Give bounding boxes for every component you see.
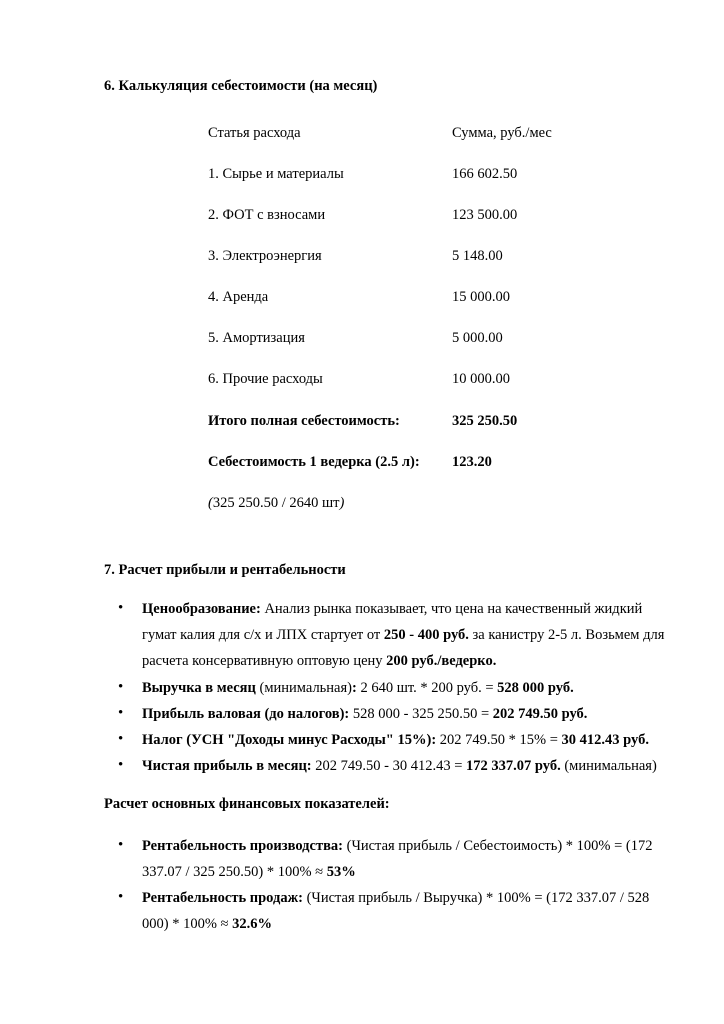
bullet-icon: • [118, 731, 124, 747]
table-row-item: 2. ФОТ с взносами [208, 207, 326, 223]
pricing-text: Анализ рынка показывает, что цена на качественный жидкий [260, 601, 643, 617]
unit-cost-note [208, 495, 344, 512]
table-row-amount: 15 000.00 [452, 289, 510, 305]
net-label: Чистая прибыль в месяц: [142, 758, 312, 774]
table-row-item: 1. Сырье и материалы [208, 166, 344, 182]
list-item-pricing [142, 596, 682, 674]
production-formula: 337.07 / 325 250.50) * 100% ≈ [142, 864, 327, 880]
bullet-icon: • [118, 837, 124, 853]
table-row-amount: 5 148.00 [452, 248, 503, 264]
net-formula: 202 749.50 - 30 412.43 = [311, 758, 467, 774]
section-6-heading: 6. Калькуляция себестоимости (на месяц) [104, 78, 378, 94]
table-row-amount: 5 000.00 [452, 330, 503, 346]
table-row-amount: 123 500.00 [452, 207, 518, 223]
table-row-item: 4. Аренда [208, 289, 269, 305]
note-text: 325 250.50 / 2640 шт [212, 495, 340, 511]
list-item-revenue [142, 675, 682, 701]
note-open-paren: ( [208, 495, 213, 511]
pricing-text: гумат калия для с/х и ЛПХ стартует от [142, 627, 384, 643]
gross-label: Прибыль валовая (до налогов): [142, 706, 350, 722]
table-unit-cost-item: Себестоимость 1 ведерка (2.5 л): [208, 454, 420, 470]
production-value: 53% [326, 864, 356, 880]
table-row-item: 5. Амортизация [208, 330, 305, 346]
revenue-label: Выручка в месяц [142, 680, 256, 696]
revenue-qualifier: (минимальная) [255, 680, 352, 696]
revenue-value: 528 000 руб. [497, 680, 574, 696]
list-item-production-profitability [142, 833, 682, 885]
table-row-amount: 10 000.00 [452, 371, 510, 387]
table-total-amount: 325 250.50 [452, 413, 518, 429]
table-row-item: 6. Прочие расходы [208, 371, 323, 387]
sales-label: Рентабельность продаж: [142, 890, 303, 906]
pricing-range: 250 - 400 руб. [383, 627, 469, 643]
sales-formula: 000) * 100% ≈ [142, 916, 233, 932]
bullet-icon: • [118, 600, 124, 616]
revenue-colon: : [351, 680, 357, 696]
list-item-tax [142, 727, 682, 753]
note-close-paren: ) [339, 495, 345, 511]
production-formula: (Чистая прибыль / Себестоимость) * 100% = (172 [342, 838, 653, 854]
indicators-heading: Расчет основных финансовых показателей: [104, 796, 390, 812]
list-item-net-profit [142, 753, 682, 779]
sales-formula: (Чистая прибыль / Выручка) * 100% = (172 337.07 / 528 [302, 890, 650, 906]
pricing-label: Ценообразование: [142, 601, 261, 617]
gross-value: 202 749.50 руб. [492, 706, 588, 722]
list-item-sales-profitability [142, 885, 682, 937]
revenue-formula: 2 640 шт. * 200 руб. = [356, 680, 498, 696]
table-row-item: 3. Электроэнергия [208, 248, 322, 264]
gross-formula: 528 000 - 325 250.50 = [349, 706, 493, 722]
table-total-item: Итого полная себестоимость: [208, 413, 400, 429]
table-header-item: Статья расхода [208, 125, 301, 141]
table-unit-cost-amount: 123.20 [452, 454, 492, 470]
list-item-gross-profit [142, 701, 682, 727]
tax-value: 30 412.43 руб. [561, 732, 649, 748]
pricing-text: за канистру 2-5 л. Возьмем для [468, 627, 665, 643]
table-row-amount: 166 602.50 [452, 166, 518, 182]
bullet-icon: • [118, 705, 124, 721]
tax-formula: 202 749.50 * 15% = [436, 732, 562, 748]
pricing-text: расчета консервативную оптовую цену [142, 653, 387, 669]
pricing-price: 200 руб./ведерко. [386, 653, 497, 669]
table-header-amount: Сумма, руб./мес [452, 125, 552, 141]
bullet-icon: • [118, 889, 124, 905]
sales-value: 32.6% [232, 916, 272, 932]
bullet-icon: • [118, 757, 124, 773]
section-7-heading: 7. Расчет прибыли и рентабельности [104, 562, 346, 578]
bullet-icon: • [118, 679, 124, 695]
net-suffix: (минимальная) [560, 758, 657, 774]
net-value: 172 337.07 руб. [466, 758, 561, 774]
production-label: Рентабельность производства: [142, 838, 343, 854]
tax-label: Налог (УСН "Доходы минус Расходы" 15%): [142, 732, 437, 748]
